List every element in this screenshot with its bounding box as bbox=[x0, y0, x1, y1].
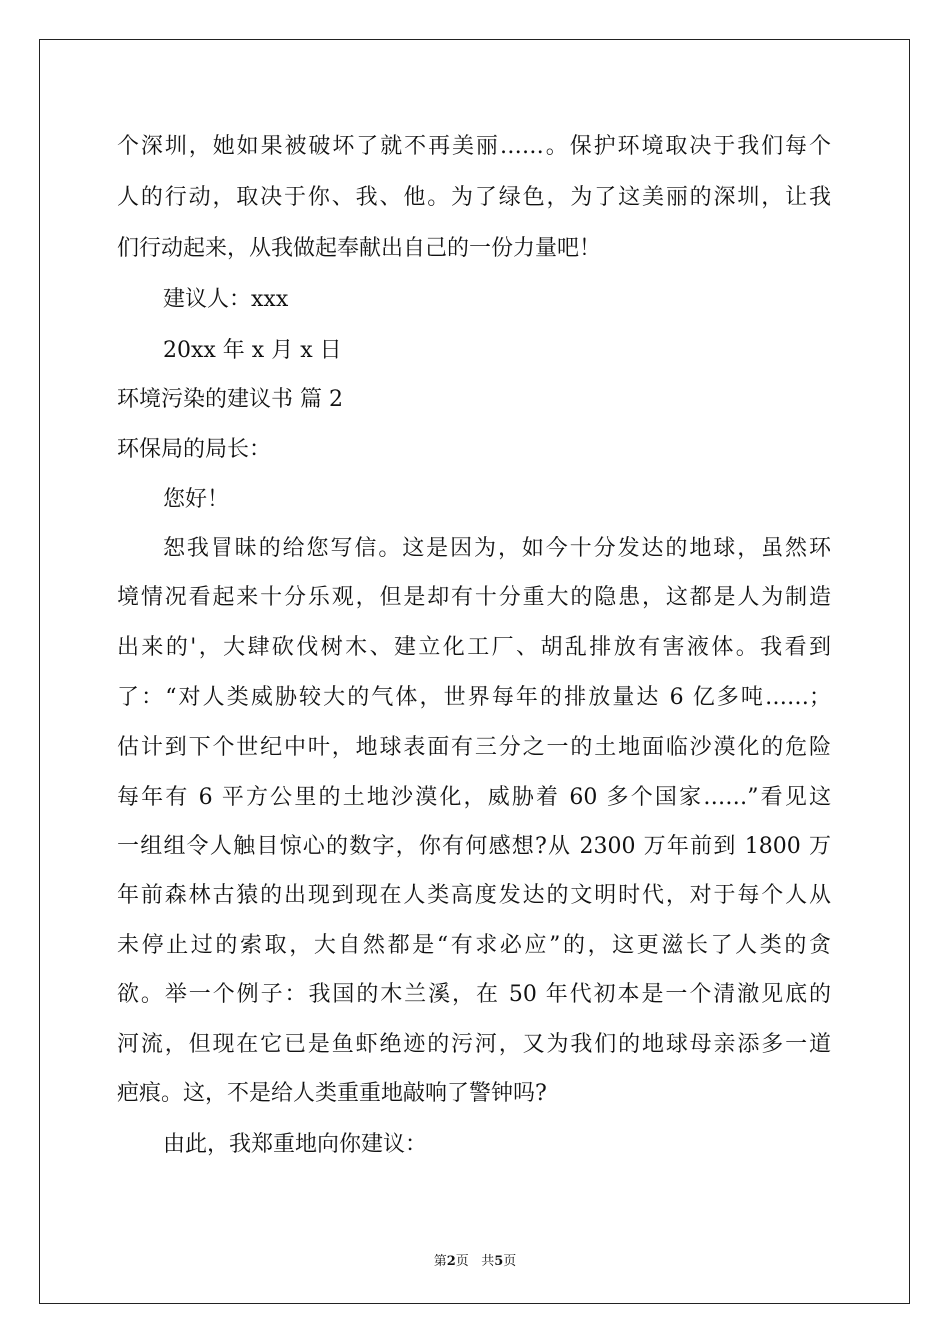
body-line: 由此，我郑重地向你建议： bbox=[163, 1132, 428, 1157]
section-title: 环境污染的建议书 篇 2 bbox=[117, 387, 343, 412]
body-line: 年前森林古猿的出现到现在人类高度发达的文明时代，对于每个人从 bbox=[117, 883, 831, 908]
body-line: 人的行动，取决于你、我、他。为了绿色，为了这美丽的深圳，让我 bbox=[117, 185, 831, 210]
body-line: 个深圳，她如果被破坏了就不再美丽……。保护环境取决于我们每个 bbox=[117, 134, 831, 159]
page-border bbox=[39, 39, 910, 1304]
body-line: 恕我冒昧的给您写信。这是因为，如今十分发达的地球，虽然环 bbox=[163, 536, 831, 561]
salutation: 环保局的局长： bbox=[117, 437, 272, 462]
footer-prefix: 第 bbox=[433, 1254, 447, 1269]
body-line: 们行动起来，从我做起奉献出自己的一份力量吧！ bbox=[117, 236, 602, 261]
body-line: 河流，但现在它已是鱼虾绝迹的污河，又为我们的地球母亲添多一道 bbox=[117, 1032, 831, 1057]
footer-suffix: 页 bbox=[503, 1254, 517, 1269]
footer-mid: 页 共 bbox=[455, 1254, 495, 1269]
body-line: 了：“对人类威胁较大的气体，世界每年的排放量达 6 亿多吨……； bbox=[117, 685, 831, 710]
footer-page-number: 2 bbox=[446, 1254, 456, 1269]
body-line: 出来的'，大肆砍伐树木、建立化工厂、胡乱排放有害液体。我看到 bbox=[117, 635, 831, 660]
body-line: 每年有 6 平方公里的土地沙漠化，威胁着 60 多个国家……”看见这 bbox=[117, 785, 831, 810]
proposer-line: 建议人：xxx bbox=[163, 287, 289, 312]
body-line: 未停止过的索取，大自然都是“有求必应”的，这更滋长了人类的贪 bbox=[117, 933, 831, 958]
body-line: 一组组令人触目惊心的数字，你有何感想?从 2300 万年前到 1800 万 bbox=[117, 834, 831, 859]
body-line: 境情况看起来十分乐观，但是却有十分重大的隐患，这都是人为制造 bbox=[117, 585, 831, 610]
body-line: 估计到下个世纪中叶，地球表面有三分之一的土地面临沙漠化的危险 bbox=[117, 735, 831, 760]
body-line: 欲。举一个例子：我国的木兰溪，在 50 年代初本是一个清澈见底的 bbox=[117, 982, 831, 1007]
date-line: 20xx 年 x 月 x 日 bbox=[163, 338, 342, 363]
footer-total-pages: 5 bbox=[494, 1254, 504, 1269]
page-footer bbox=[0, 1250, 950, 1269]
greeting: 您好！ bbox=[163, 487, 230, 512]
body-line: 疤痕。这，不是给人类重重地敲响了警钟吗? bbox=[117, 1081, 547, 1106]
